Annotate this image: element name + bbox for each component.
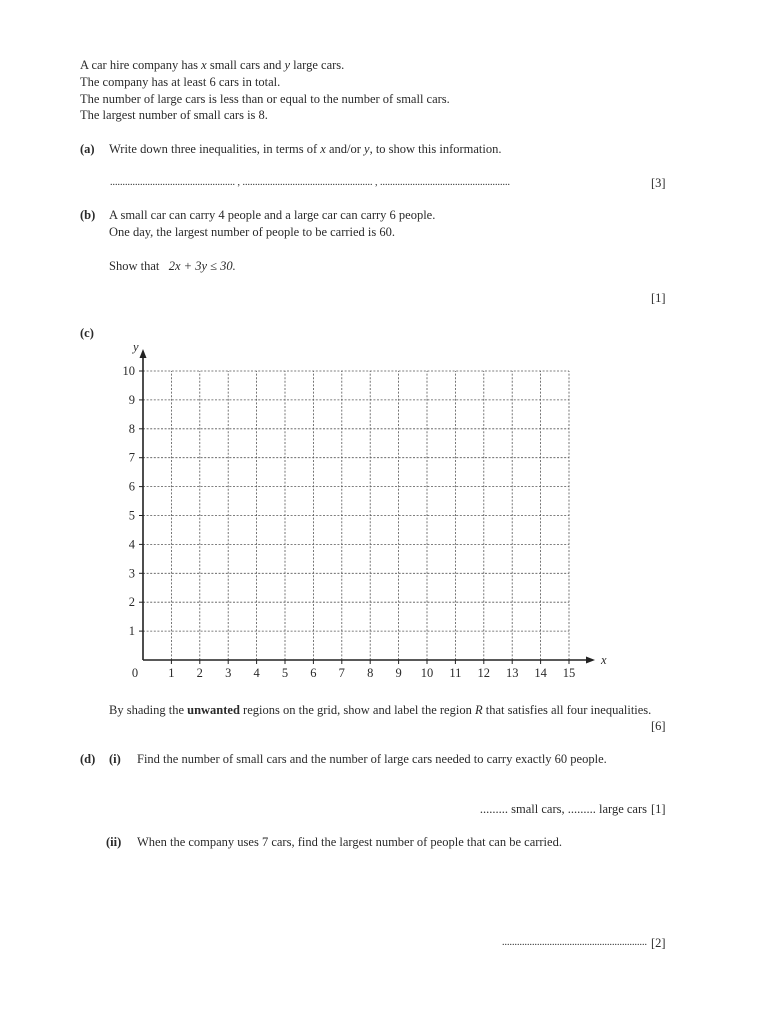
part-a-text-pre: Write down three inequalities, in terms of	[109, 142, 321, 156]
part-a-label: (a)	[80, 142, 95, 156]
grid-lines	[143, 371, 569, 660]
x-tick-label: 3	[225, 666, 232, 680]
part-a-text-post: , to show this information.	[369, 142, 502, 156]
x-tick-label: 12	[477, 666, 491, 680]
x-tick-label: 11	[449, 666, 462, 680]
part-d-i-answer[interactable]: ......... small cars, ......... large cars	[479, 802, 647, 816]
part-c-instruction-post: that satisfies all four inequalities.	[482, 703, 652, 717]
x-tick-label: 9	[395, 666, 402, 680]
intro-line-2: The company has at least 6 cars in total.	[80, 75, 281, 89]
y-tick-label: 5	[128, 508, 135, 523]
part-c-instruction-bold: unwanted	[187, 703, 240, 717]
part-d-label: (d)	[80, 752, 96, 766]
part-c-instruction-pre: By shading the	[109, 703, 188, 717]
y-tick-label: 6	[128, 479, 135, 494]
intro-line-1-post: large cars.	[290, 58, 345, 72]
x-tick-label: 15	[562, 666, 576, 680]
x-tick-label: 6	[310, 666, 317, 680]
intro-line-1-mid: small cars and	[206, 58, 285, 72]
x-tick-label: 0	[131, 666, 139, 680]
part-c-marks: [6]	[651, 719, 666, 733]
x-axis-label: x	[601, 653, 607, 667]
part-b-marks: [1]	[651, 291, 666, 305]
region-r-label: R	[474, 703, 483, 717]
variable-x: x	[201, 58, 207, 72]
part-c-instruction-mid: regions on the grid, show and label the region	[239, 703, 475, 717]
part-b-show-pre: Show that	[109, 259, 160, 273]
x-tick-label: 1	[168, 666, 175, 680]
x-tick-label: 4	[253, 666, 260, 680]
part-c-instruction	[109, 702, 669, 718]
part-a-variable-x: x	[320, 142, 326, 156]
part-a-text-mid: and/or	[325, 142, 364, 156]
part-d-ii-question: When the company uses 7 cars, find the largest number of people that can be carried.	[137, 835, 562, 849]
part-d-ii-marks: [2]	[651, 936, 666, 950]
part-c-label: (c)	[80, 326, 94, 340]
tick-labels	[123, 340, 608, 680]
intro-line-4: The largest number of small cars is 8.	[80, 108, 268, 122]
part-b-label: (b)	[80, 208, 96, 222]
part-a-marks: [3]	[651, 176, 666, 190]
axes	[139, 349, 595, 664]
x-axis-arrow-icon	[586, 657, 595, 664]
variable-y: y	[284, 58, 291, 72]
part-d-i-marks: [1]	[651, 802, 666, 816]
y-axis-label: y	[133, 340, 139, 354]
intro-line-3: The number of large cars is less than or equal to the number of small cars.	[80, 92, 450, 106]
y-tick-label: 10	[122, 364, 135, 378]
y-tick-label: 4	[128, 537, 135, 552]
x-tick-label: 5	[281, 666, 289, 680]
part-b-inequality: 2x + 3y ≤ 30.	[168, 259, 236, 273]
y-tick-label: 8	[128, 421, 135, 436]
x-tick-label: 10	[420, 666, 434, 680]
part-d-ii-answer-line[interactable]: ..........................................................	[502, 937, 647, 948]
x-tick-label: 8	[367, 666, 374, 680]
x-tick-label: 2	[196, 666, 203, 680]
y-axis-arrow-icon	[140, 349, 147, 358]
intro-line-1-pre: A car hire company has	[80, 58, 202, 72]
x-tick-label: 7	[338, 666, 345, 680]
y-tick-label: 2	[128, 595, 135, 610]
y-tick-label: 1	[128, 624, 135, 639]
y-tick-label: 7	[128, 450, 135, 465]
y-tick-label: 9	[128, 392, 135, 407]
part-a-answer-lines[interactable]: .................................................. , .................................................... , ....................................................	[110, 177, 510, 188]
part-d-ii-label: (ii)	[106, 835, 122, 849]
part-d-i-question: Find the number of small cars and the number of large cars needed to carry exactly 60 people.	[137, 752, 607, 766]
part-d-i-label: (i)	[109, 752, 121, 766]
x-tick-label: 14	[534, 666, 547, 680]
part-a-variable-y: y	[364, 142, 370, 156]
y-tick-label: 3	[128, 566, 135, 581]
part-b-line-2: One day, the largest number of people to be carried is 60.	[109, 225, 396, 239]
x-tick-label: 13	[505, 666, 519, 680]
part-b-line-1: A small car can carry 4 people and a large car can carry 6 people.	[109, 208, 436, 222]
